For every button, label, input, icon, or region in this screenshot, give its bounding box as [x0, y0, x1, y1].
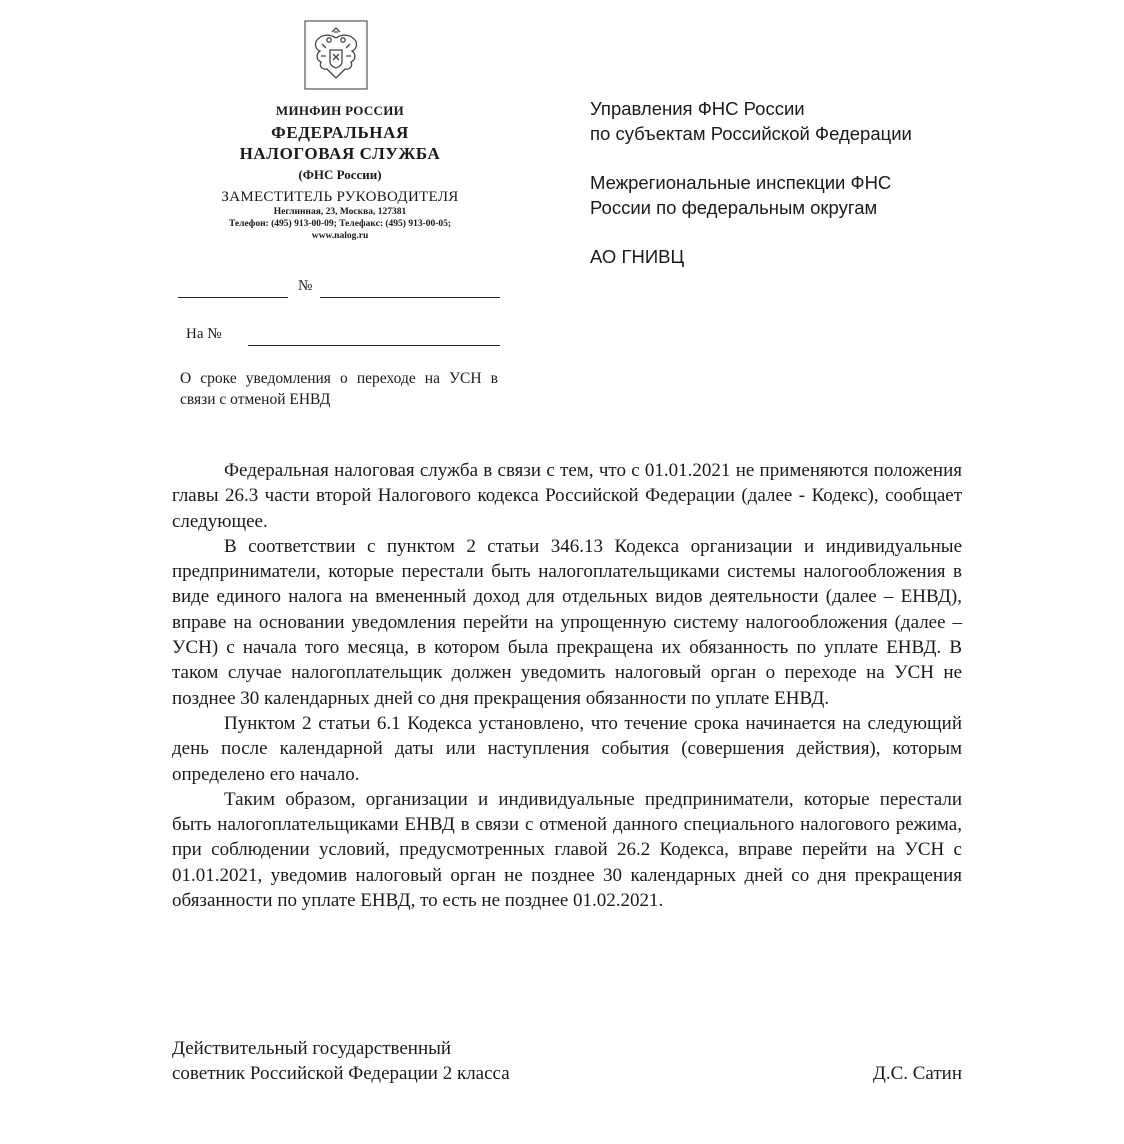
addressee [590, 96, 970, 146]
service-name-line1: ФЕДЕРАЛЬНАЯ [271, 122, 409, 142]
signatory-title-line1: Действительный государственный [172, 1038, 452, 1059]
reference-label: На № [186, 326, 222, 342]
service-abbreviation: (ФНС России) [298, 167, 382, 183]
number-blank [320, 297, 500, 298]
signatory-title [172, 1036, 632, 1086]
body-paragraph: Пунктом 2 статьи 6.1 Кодекса установлено, что течение срока начинается на следующий день после календарной даты или наступления события (совершения действия), которым определено его начало. [172, 712, 962, 785]
addressee-line: Межрегиональные инспекции ФНС [590, 172, 892, 193]
letter-subject: О сроке уведомления о переходе на УСН в связи с отменой ЕНВД [180, 370, 498, 408]
letterhead [170, 104, 510, 242]
body-paragraph: Федеральная налоговая служба в связи с тем, что с 01.01.2021 не применяются положения главы 26.3 части второй Налогового кодекса Российской Федерации (далее - Кодекс), сообщает следующее. [172, 460, 962, 532]
body-paragraph: Таким образом, организации и индивидуальные предприниматели, которые перестали быть налогоплательщиками ЕНВД в связи с отменой данного специального налогового режима, при соблюдении условий, предусмотренных главой 26.2 Кодекса, вправе перейти на УСН с 01.01.2021, уведомив налоговый орган не позднее 30 календарных дней со дня прекращения обязанности по уплате ЕНВД, то есть не позднее 01.02.2021. [172, 788, 962, 912]
addressee-line: по субъектам Российской Федерации [590, 123, 912, 144]
signatory-name: Д.С. Сатин [872, 1063, 962, 1084]
addressees [590, 96, 970, 269]
body-paragraph: В соответствии с пунктом 2 статьи 346.13 Кодекса организации и индивидуальные предприниматели, которые перестали быть налогоплательщиками системы налогообложения в виде единого налога на вмененный доход для отдельных видов деятельности (далее – ЕНВД), вправе на основании уведомления перейти на упрощенную систему налогообложения (далее – УСН) с начала того месяца, в котором была прекращена их обязанность по уплате ЕНВД. В таком случае налогоплательщик должен уведомить налоговый орган о переходе на УСН не позднее 30 календарных дней со дня прекращения обязанности по уплате ЕНВД. [172, 535, 962, 709]
signatory-title-line2: советник Российской Федерации 2 класса [172, 1063, 510, 1084]
reference-blank [248, 345, 500, 346]
addressee [590, 244, 970, 269]
sender-position: ЗАМЕСТИТЕЛЬ РУКОВОДИТЕЛЯ [221, 188, 459, 205]
ministry-name: МИНФИН РОССИИ [275, 103, 405, 118]
sender-address: Неглинная, 23, Москва, 127381 [273, 207, 407, 218]
addressee-line: Управления ФНС России [590, 98, 805, 119]
addressee [590, 170, 970, 220]
sender-phones: Телефон: (495) 913-00-09; Телефакс: (495) 913-00-05; [228, 219, 452, 230]
outgoing-number-field [178, 278, 500, 302]
addressee-line: России по федеральным округам [590, 197, 878, 218]
reference-number-field [186, 326, 500, 350]
addressee-line: АО ГНИВЦ [590, 246, 685, 267]
date-blank [178, 297, 288, 298]
service-name-line2: НАЛОГОВАЯ СЛУЖБА [239, 144, 441, 164]
letter-body [172, 458, 962, 913]
number-sign: № [298, 278, 313, 294]
sender-website: www.nalog.ru [311, 231, 369, 242]
coat-of-arms-emblem [304, 20, 368, 90]
